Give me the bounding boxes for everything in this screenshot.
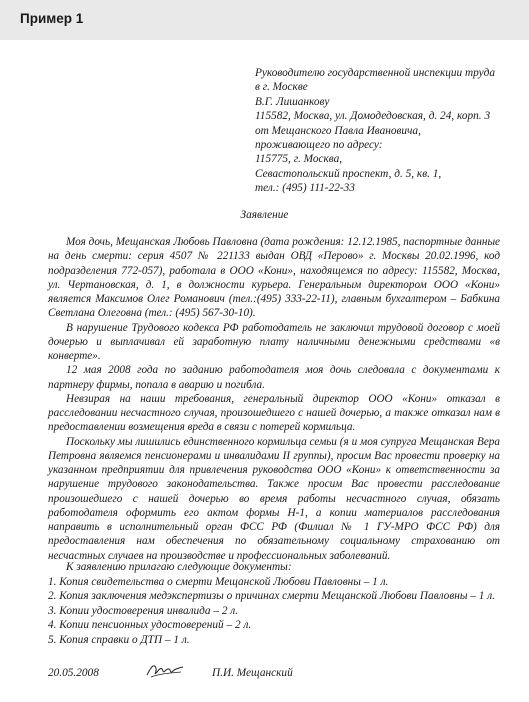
addressee-line: 115582, Москва, ул. Домодедовская, д. 24, корп. 3 xyxy=(255,110,491,123)
addressee-line: от Мещанского Павла Ивановича, xyxy=(255,124,421,137)
attachment-item: 1. Копия свидетельства о смерти Мещанской Любови Павловны – 1 л. xyxy=(48,575,389,588)
body-paragraph: Моя дочь, Мещанская Любовь Павловна (дата рождения: 12.12.1985, паспортные данные на день смерти: серия 4507 № 221133 выдан ОВД «Перово» г. Москвы 20.02.1996, код подразделения 772-057), работала в ООО «Кони», находящемся по адресу: 115582, Москва, ул. Чертановская, д. 1, в должности курьера. Генеральным директором ООО «Кони» является Максимов Олег Романович (тел.:(495) 333-22-11), главным бухгалтером – Бабкина Светлана Олеговна (тел.: (495) 567-30-10). xyxy=(48,236,500,320)
attachments-list xyxy=(48,575,518,648)
attachments-intro: К заявлению прилагаю следующие документы: xyxy=(66,561,292,573)
attachment-item: 3. Копии удостоверения инвалида – 2 л. xyxy=(48,604,239,617)
addressee-line: Руководителю государственной инспекции труда xyxy=(255,67,496,79)
attachments-block xyxy=(48,560,518,648)
attachment-item: 4. Копии пенсионных удостоверений – 2 л. xyxy=(48,619,252,632)
addressee-line: 115775, г. Москва, xyxy=(255,153,343,166)
signer-name: П.И. Мещанский xyxy=(212,667,293,679)
addressee-line: Севастопольский проспект, д. 5, кв. 1, xyxy=(255,167,442,180)
document-title: Заявление xyxy=(240,209,289,221)
addressee-line: В.Г. Лишанкову xyxy=(255,95,330,108)
body-paragraph: Невзирая на наши требования, генеральный директор ООО «Кони» отказал в расследовании несчастного случая, произошедшего с нашей дочерью, а также отказал нам в предоставлении возмещения вреда в связи с потерей кормильца. xyxy=(48,392,500,434)
body-paragraph: В нарушение Трудового кодекса РФ работодатель не заключил трудовой договор с моей дочерью и выплачивал ей заработную плату наличными денежными средствами «в конверте». xyxy=(48,321,500,362)
addressee-line: тел.: (495) 111-22-33 xyxy=(255,182,355,195)
attachment-item: 5. Копия справки о ДТП – 1 л. xyxy=(48,633,190,646)
body-paragraph: 12 мая 2008 года по заданию работодателя моя дочь следовала с документами к партнеру фирмы, попала в аварию и погибла. xyxy=(48,364,500,391)
signature-date: 20.05.2008 xyxy=(48,667,99,679)
example-title: Пример 1 xyxy=(20,11,84,26)
addressee-line: в г. Москве xyxy=(255,81,308,94)
document-body xyxy=(48,235,500,563)
addressee-block xyxy=(255,66,525,196)
addressee-line: проживающего по адресу: xyxy=(255,139,383,152)
attachment-item: 2. Копия заключения медэкспертизы о причинах смерти Мещанской Любови Павловны – 1 л. xyxy=(48,590,495,603)
body-paragraph: Поскольку мы лишились единственного кормильца семьи (я и моя супруга Мещанская Вера Петровна являемся пенсионерами и инвалидами II группы), просим Вас провести проверку на указанном предприятии для привлечения руководства ООО «Кони» к ответственности за нарушение трудового законодательства. Также просим Вас провести расследование произошедшего с нашей дочерью во время работы несчастного случая, обязать работодателя оформить его актом формы Н-1, а копии материалов расследования направить в исполнительный орган ФСС РФ (Филиал № 1 ГУ-МРО ФСС РФ) для предоставления нам обеспечения по обязательному социальному страхованию от несчастных случаев на производстве и профессиональных заболеваний. xyxy=(48,435,500,562)
handwritten-signature xyxy=(145,659,185,681)
